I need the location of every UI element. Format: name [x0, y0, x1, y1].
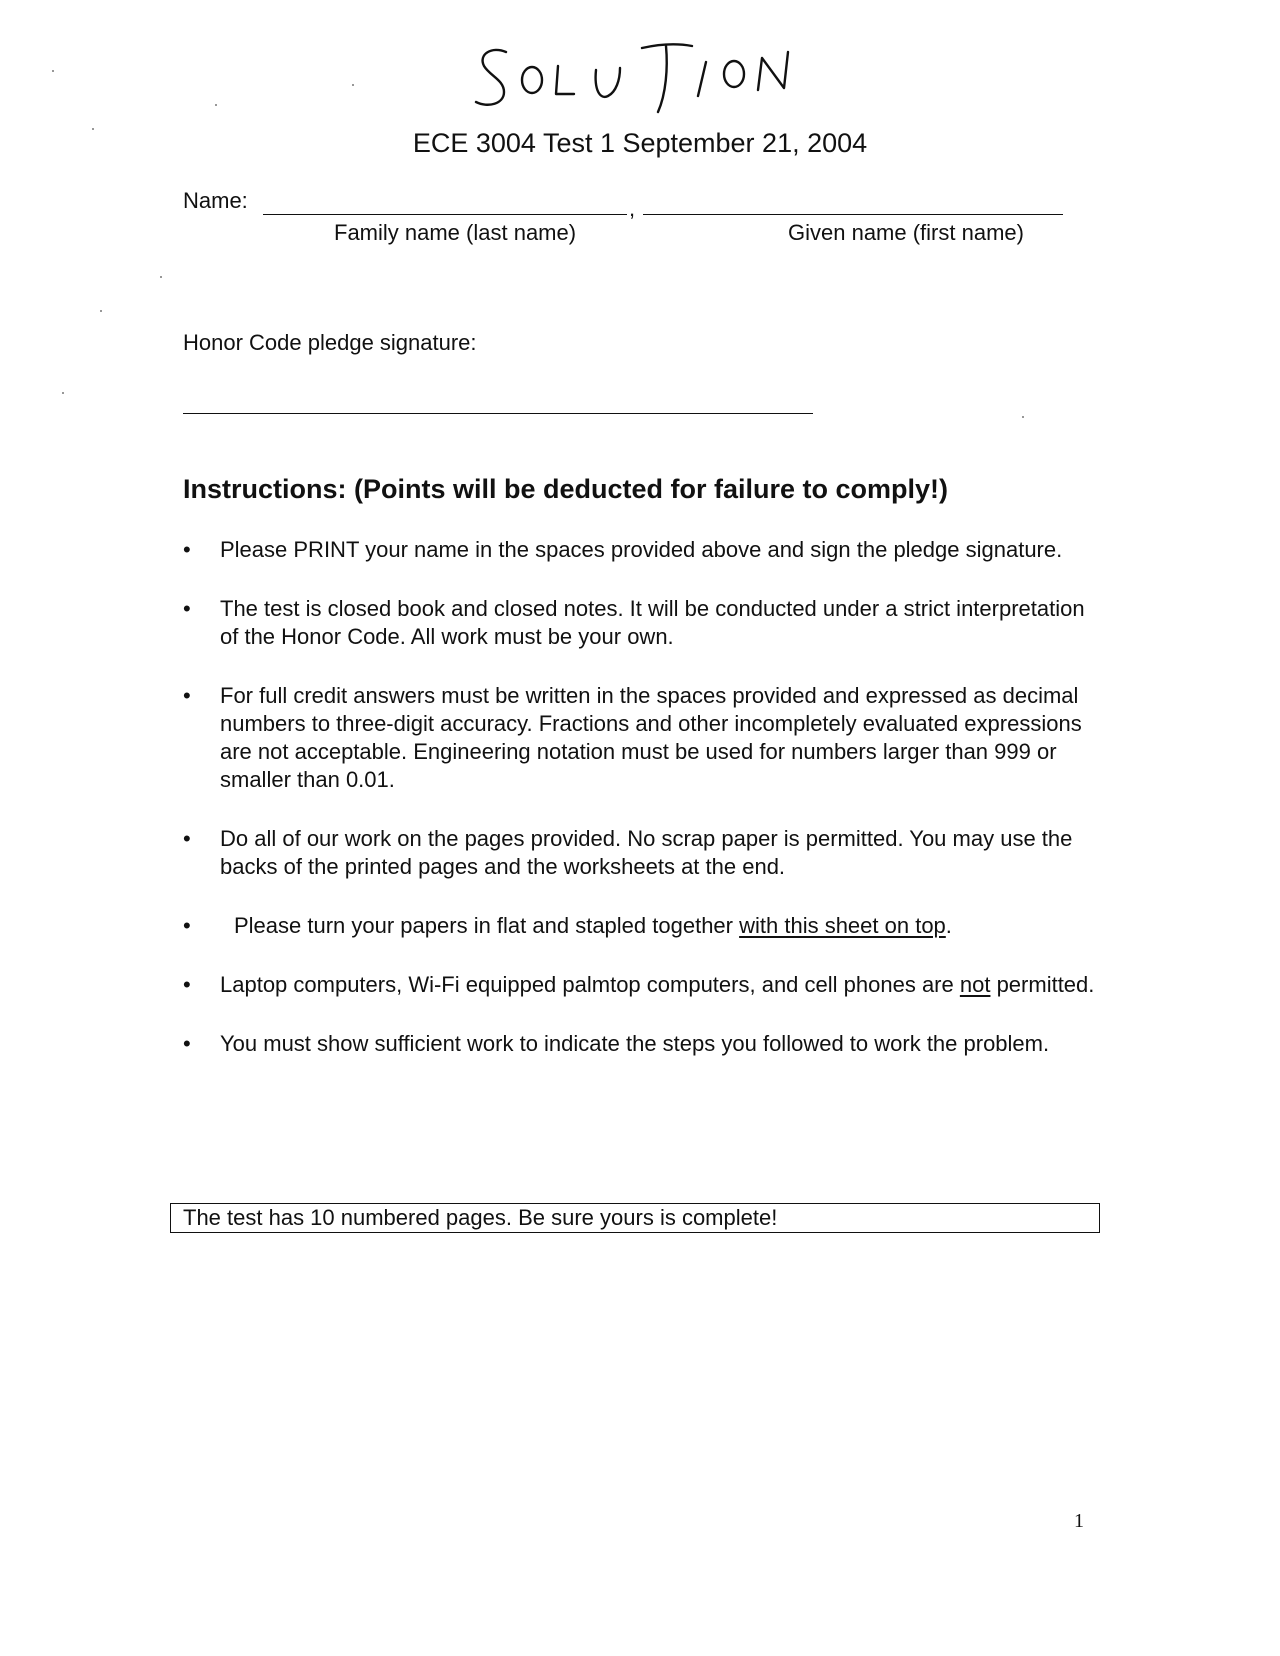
instruction-item [183, 971, 1103, 999]
given-name-field[interactable] [643, 214, 1063, 215]
scan-speck [215, 104, 217, 106]
instruction-item [183, 912, 1103, 940]
instruction-item [183, 1030, 1103, 1058]
instruction-text: Laptop computers, Wi-Fi equipped palmtop computers, and cell phones are [220, 972, 960, 997]
handwritten-solution-mark [470, 38, 830, 118]
instruction-text: The test is closed book and closed notes. It will be conducted under a strict interpretation of the Honor Code. All work must be your own. [220, 596, 1085, 649]
instruction-underlined-text: with this sheet on top [739, 913, 946, 938]
instruction-text: For full credit answers must be written in the spaces provided and expressed as decimal numbers to three-digit accuracy. Fractions and other incompletely evaluated expressions are not acceptable. Engineering notation must be used for numbers larger than 999 or smaller than 0.01. [220, 683, 1082, 792]
family-name-caption: Family name (last name) [334, 220, 577, 245]
given-name-caption: Given name (first name) [788, 220, 1024, 245]
pledge-label: Honor Code pledge signature: [183, 330, 477, 355]
instruction-text: . [945, 913, 952, 938]
scan-speck [160, 276, 162, 278]
instruction-text: You must show sufficient work to indicate the steps you followed to work the problem. [220, 1031, 1050, 1056]
exam-title: ECE 3004 Test 1 September 21, 2004 [412, 128, 868, 158]
instruction-text: Do all of our work on the pages provided. No scrap paper is permitted. You may use the backs of the printed pages and the worksheets at the end. [220, 826, 1073, 879]
instructions-list [183, 536, 1103, 1089]
instruction-item [183, 825, 1103, 881]
instruction-text: Please turn your papers in flat and stapled together [234, 913, 740, 938]
instruction-underlined-text: not [959, 972, 991, 997]
instruction-text: Please PRINT your name in the spaces provided above and sign the pledge signature. [220, 537, 1063, 562]
family-name-field[interactable] [263, 214, 627, 215]
page-number: 1 [1074, 1510, 1084, 1532]
page-count-notice: The test has 10 numbered pages. Be sure yours is complete! [170, 1203, 1100, 1233]
name-separator: , [629, 196, 636, 221]
scan-speck [52, 70, 54, 72]
scan-speck [62, 392, 64, 394]
instruction-item [183, 682, 1103, 794]
scan-speck [1022, 416, 1024, 418]
scan-speck [352, 84, 354, 86]
instruction-item [183, 595, 1103, 651]
instructions-heading: Instructions: (Points will be deducted for failure to comply!) [183, 474, 949, 504]
instruction-text: permitted. [990, 972, 1095, 997]
scan-speck [100, 310, 102, 312]
instruction-item [183, 536, 1103, 564]
name-label: Name: [183, 188, 248, 213]
pledge-signature-field[interactable] [183, 413, 813, 414]
